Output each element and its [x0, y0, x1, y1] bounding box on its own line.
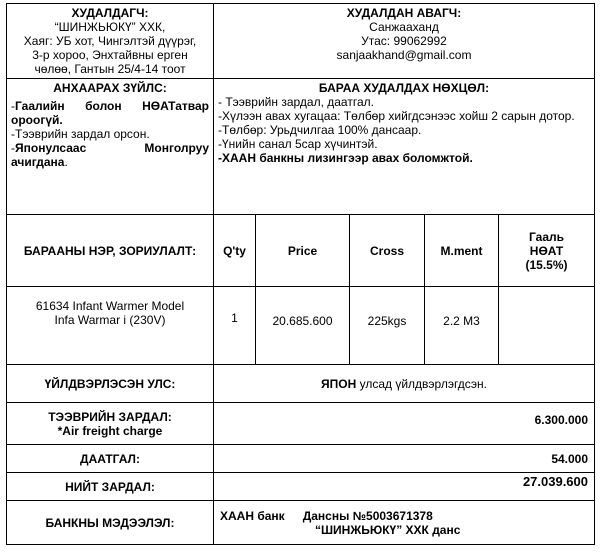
item-vat [499, 287, 595, 365]
header-price: Price [256, 215, 350, 287]
item-mment: 2.2 M3 [425, 287, 499, 365]
terms-item: -ХААН банкны лизингээр авах боломжтой. [218, 151, 473, 165]
header-qty: Q'ty [214, 215, 256, 287]
bank-holder: “ШИНЖЬЮКҮ” ХХК данс [315, 522, 461, 537]
buyer-title: ХУДАЛДАН АВАГЧ: [346, 6, 462, 20]
total-value: 27.039.600 [214, 473, 595, 501]
terms-item: -Хүлээн авах хугацаа: Төлбөр хийгдсэнээс хойш 2 сарын дотор. [218, 109, 575, 123]
insurance-value: 54.000 [214, 445, 595, 473]
terms-item: - Тээврийн зардал, даатгал. [218, 95, 374, 109]
origin-label: ҮЙЛДВЭРЛЭСЭН УЛС: [7, 365, 214, 403]
item-price: 20.685.600 [256, 287, 350, 365]
header-mment: M.ment [425, 215, 499, 287]
shipping-label-cell: ТЭЭВРИЙН ЗАРДАЛ: *Air freight charge [7, 403, 214, 445]
origin-value: ЯПОН улсад үйлдвэрлэгдсэн. [214, 365, 595, 403]
insurance-row [7, 445, 595, 473]
notice-item: -Тээврийн зардал орсон. [11, 127, 150, 141]
total-row [7, 473, 595, 501]
notice-item: -Гаалийн болон НӨАТатвар ороогүй. [11, 99, 209, 127]
buyer-phone: Утас: 99062992 [361, 34, 447, 48]
item-qty: 1 [214, 287, 256, 365]
seller-cell [7, 4, 214, 79]
bank-info [214, 501, 595, 545]
header-cross: Cross [350, 215, 425, 287]
header-product: БАРААНЫ НЭР, ЗОРИУЛАЛТ: [7, 215, 214, 287]
buyer-cell [214, 4, 595, 79]
items-header-row [7, 215, 595, 287]
invoice-table [6, 3, 595, 545]
seller-name: “ШИНЖЬЮКҮ” ХХК, [54, 20, 166, 34]
seller-title: ХУДАЛДАГЧ: [71, 6, 149, 20]
buyer-email: sanjaakhand@gmail.com [336, 48, 472, 62]
terms-item: -Төлбөр: Урьдчилгаа 100% дансаар. [218, 123, 422, 137]
notice-item: -Японулсаас Монголруу ачигдана. [11, 141, 209, 169]
shipping-row [7, 403, 595, 445]
seller-address-line: 3-р хороо, Энхтайвны ерген [32, 48, 188, 62]
notice-title: АНХААРАХ ЗҮЙЛС: [53, 81, 167, 95]
seller-address-line: чөлөө, Гантын 25/4-14 тоот [34, 62, 186, 76]
total-label: НИЙТ ЗАРДАЛ: [7, 473, 214, 501]
header-vat: Гааль НӨАТ (15.5%) [499, 215, 595, 287]
item-row [7, 287, 595, 365]
buyer-name: Санжааханд [369, 20, 439, 34]
notice-cell [7, 79, 214, 215]
bank-name: ХААН банк [220, 508, 285, 523]
conditions-row [7, 79, 595, 215]
item-product: 61634 Infant Warmer Model Infa Warmar i (230V) [7, 287, 214, 365]
bank-account: Дансны №5003671378 [302, 508, 433, 523]
terms-item: -Үнийн санал 5сар хүчинтэй. [218, 137, 378, 151]
bank-label: БАНКНЫ МЭДЭЭЛЭЛ: [7, 501, 214, 545]
origin-row [7, 365, 595, 403]
parties-row [7, 4, 595, 79]
item-cross: 225kgs [350, 287, 425, 365]
bank-row [7, 501, 595, 545]
terms-cell [214, 79, 595, 215]
terms-title: БАРАА ХУДАЛДАХ НӨХЦӨЛ: [318, 81, 490, 95]
insurance-label: ДААТГАЛ: [7, 445, 214, 473]
shipping-value: 6.300.000 [214, 403, 595, 445]
seller-address-line: Хаяг: УБ хот, Чингэлтэй дүүрэг, [23, 34, 197, 48]
